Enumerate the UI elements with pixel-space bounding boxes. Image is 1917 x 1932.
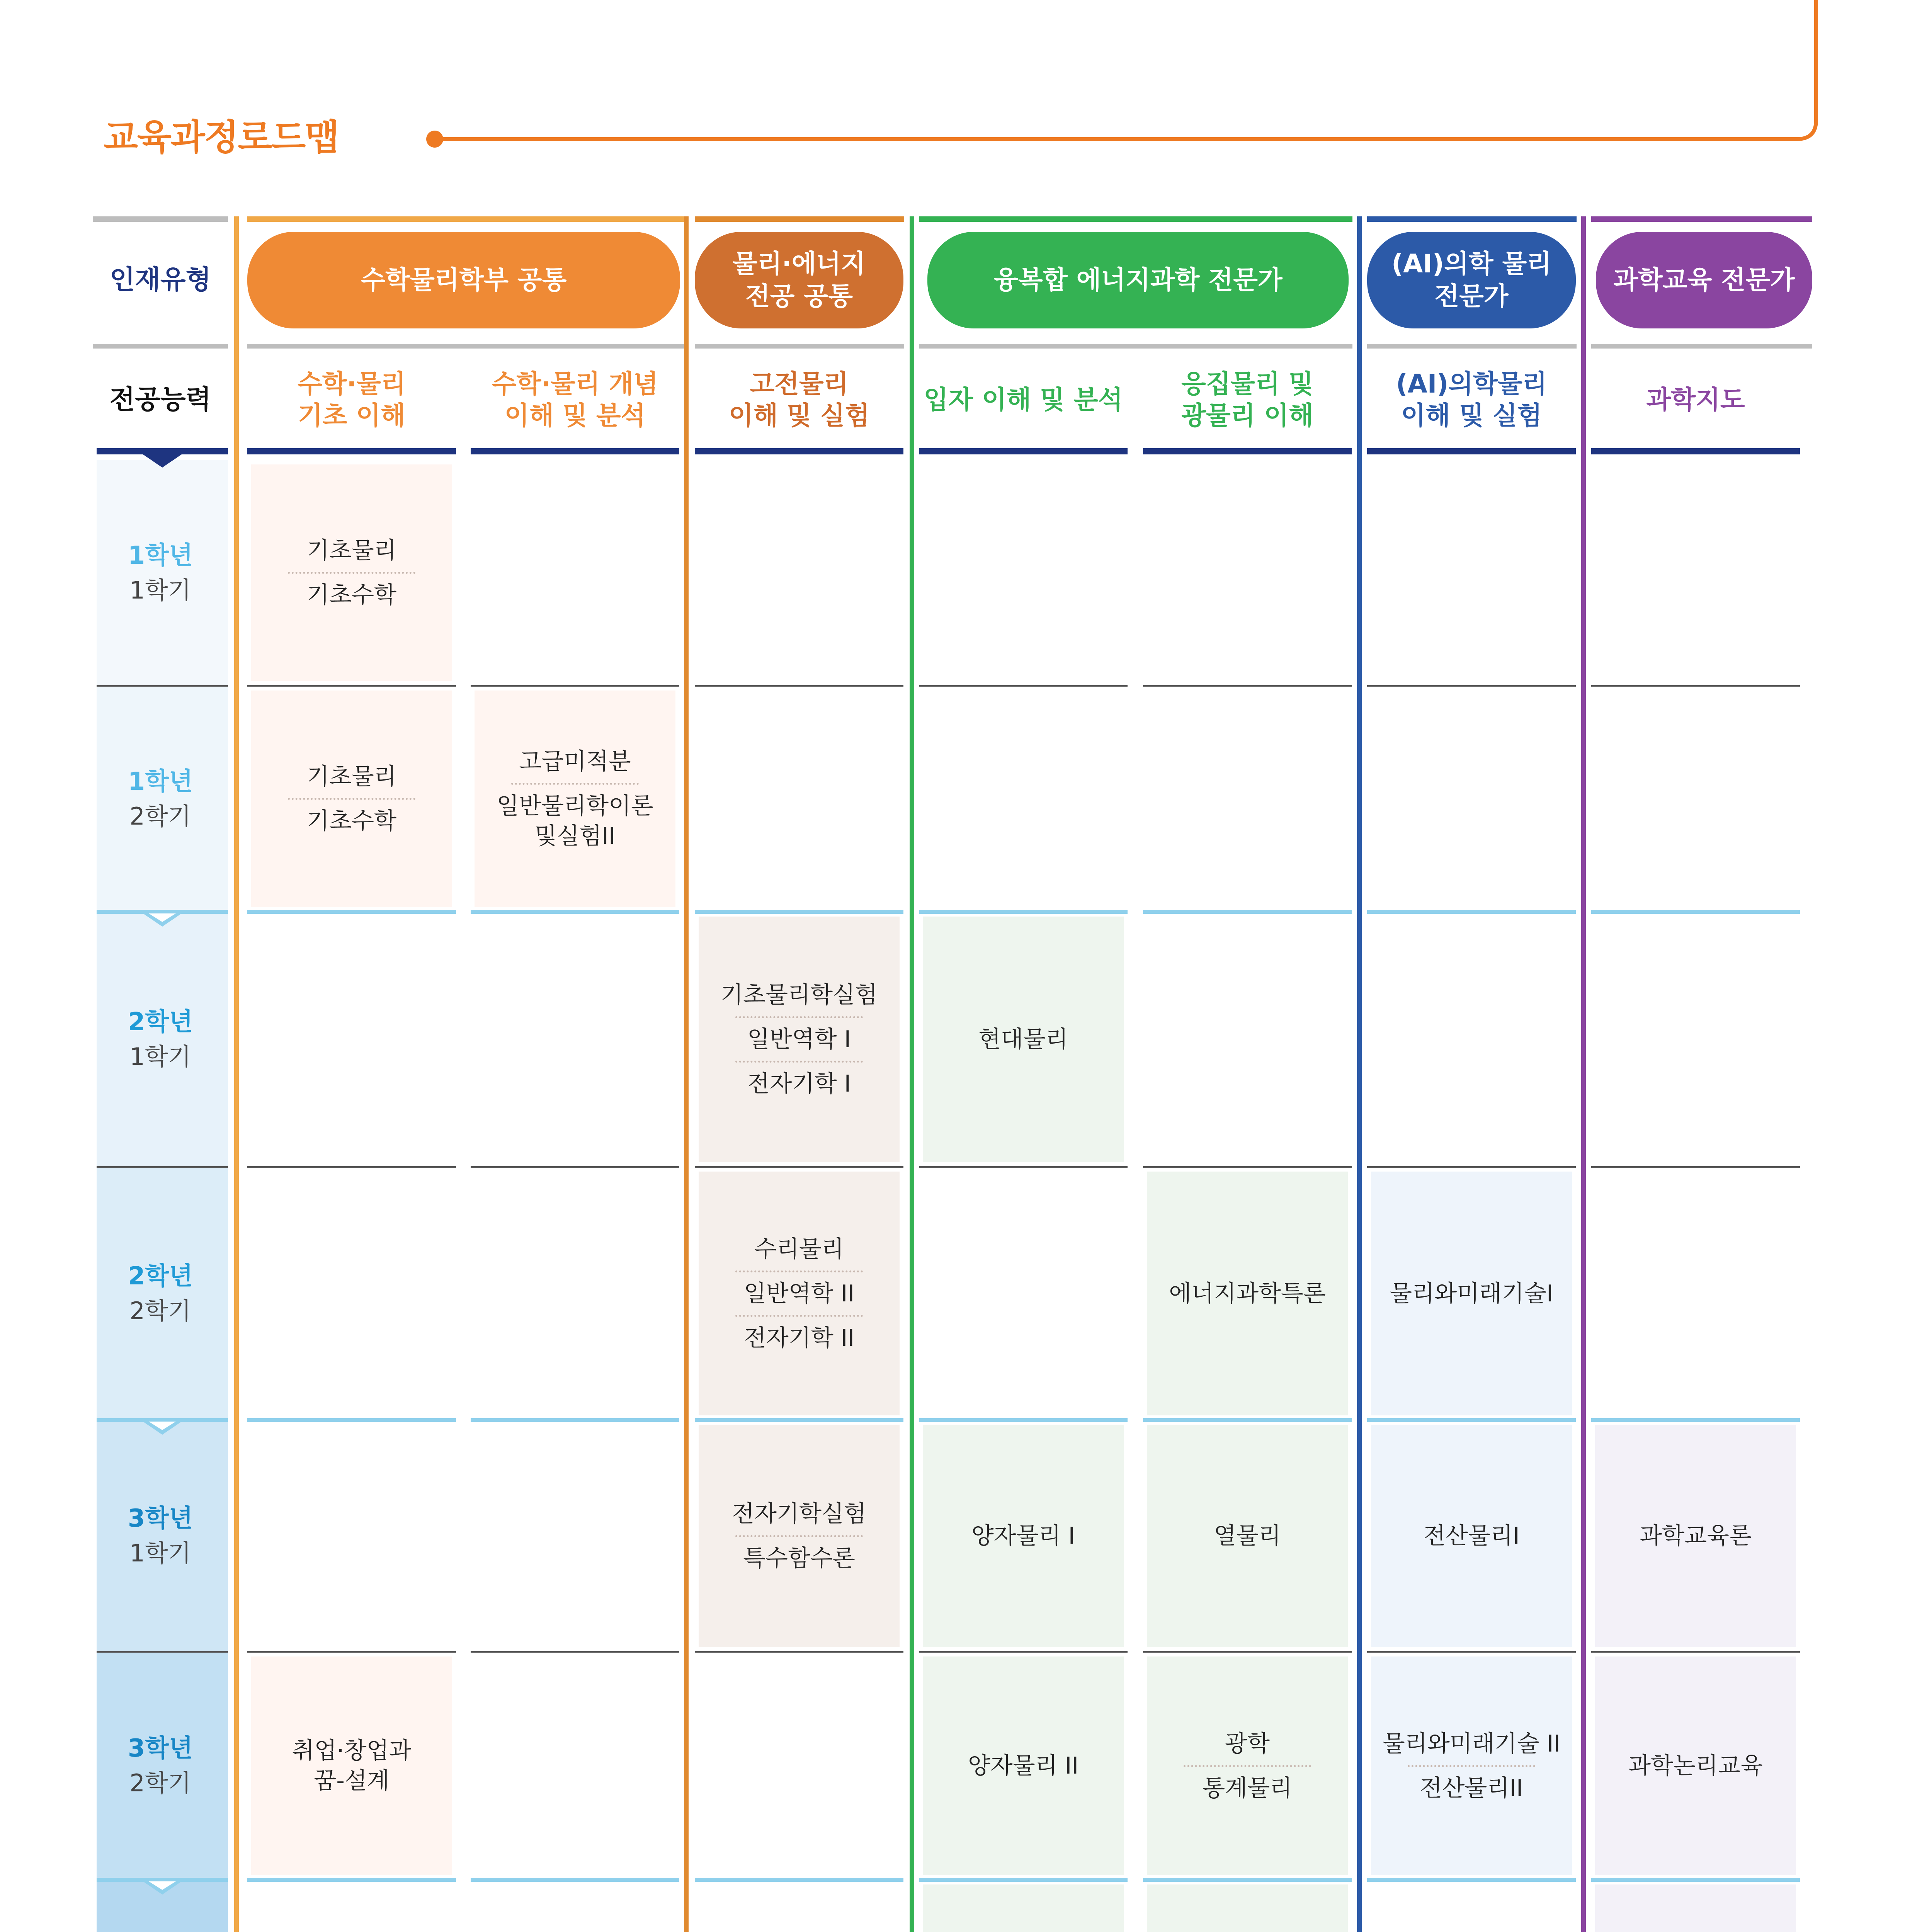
talent-type-pill: 과학교육 전문가 [1596,232,1812,328]
semester-text: 1학기 [129,1043,191,1071]
talent-row-separator [919,344,1352,349]
semester-label [93,460,228,686]
row-line [919,910,1128,914]
talent-type-pill: (AI)의학 물리 전문가 [1367,232,1576,328]
course-cell [1371,1425,1572,1647]
row-line [247,1418,456,1422]
page-title: 교육과정로드맵 [104,117,339,158]
semester-text: 2학기 [129,1296,191,1325]
talent-type-pill: 융복합 에너지과학 전문가 [927,232,1349,328]
talent-row-separator [695,344,904,349]
course-cell [1147,1884,1348,1932]
course-name: 일반역학 I [747,1026,851,1053]
course-name: 기초물리학실험 [721,981,878,1009]
course-cell [699,917,900,1162]
semester-label [93,1652,228,1880]
row-line [471,1651,679,1653]
talent-row-separator [1591,344,1812,349]
talent-row-separator [93,344,228,349]
row-line [1591,1166,1800,1168]
semester-label [93,1167,228,1420]
course-name: 기초수학 [307,582,396,609]
course-cell [1147,1656,1348,1875]
row-line [247,685,456,687]
competency-header: 과학지도 [1646,385,1745,415]
row-line [1367,1651,1576,1653]
talent-row-separator [1367,344,1577,349]
semester-text: 2학기 [129,1769,191,1797]
course-separator [288,798,415,800]
section-divider [1581,216,1586,1932]
course-name: 수리물리 [754,1235,844,1263]
course-name: 물리와미래기술I [1390,1280,1553,1307]
semester-label [93,1420,228,1652]
course-separator [1184,1765,1311,1767]
row-line [919,1166,1128,1168]
row-line [1591,1878,1800,1882]
course-name: 고급미적분 [519,748,631,775]
course-separator [735,1535,863,1537]
row-line [247,1166,456,1168]
course-name: 특수함수론 [743,1544,855,1572]
section-divider [684,216,689,1932]
row-line [247,1651,456,1653]
semester-label [93,912,228,1167]
section-divider [1357,216,1362,1932]
course-cell [251,690,452,907]
course-cell [699,1172,900,1415]
row-line [919,1651,1128,1653]
row-line [919,685,1128,687]
semester-text: 1학기 [129,576,191,604]
year-label: 2학년 [128,1262,193,1291]
course-name: 양자물리 II [968,1752,1079,1779]
row-line [919,1418,1128,1422]
semester-text: 1학기 [129,1539,191,1567]
row-line [1591,910,1800,914]
header-top-line [919,216,1352,222]
course-name: 통계물리 [1203,1774,1292,1802]
course-name: 전산물리II [1420,1774,1523,1802]
course-name: 열물리 [1214,1522,1281,1549]
course-name: 기초수학 [307,808,396,835]
course-name: 에너지과학특론 [1169,1280,1326,1307]
row-line [695,685,903,687]
course-cell [1595,1425,1796,1647]
course-separator [735,1061,863,1063]
row-line [1367,1878,1576,1882]
course-separator [511,783,639,785]
row-line [1591,1651,1800,1653]
row-line [1143,1166,1352,1168]
course-separator [735,1315,863,1317]
year-label: 1학년 [128,541,193,570]
course-cell [1595,1656,1796,1875]
header-top-line [1367,216,1577,222]
course-cell [1371,1656,1572,1875]
row-line [1143,910,1352,914]
row-line [695,1651,903,1653]
competency-underline [471,448,679,454]
course-cell [1595,1884,1796,1932]
row-line [1367,685,1576,687]
course-cell [251,1656,452,1875]
row-line [919,1878,1128,1882]
row-line [1143,685,1352,687]
course-name: 전자기학실험 [732,1500,866,1527]
talent-type-pill: 수학물리학부 공통 [247,232,680,328]
row-line [695,1418,903,1422]
semester-text: 2학기 [129,802,191,830]
course-name: 기초물리 [307,537,396,564]
header-top-line [93,216,228,222]
row-line [1367,910,1576,914]
course-name: 전자기학 II [743,1324,855,1352]
year-label: 3학년 [128,1504,193,1533]
section-divider [910,216,914,1932]
competency-underline [919,448,1128,454]
semester-label [93,1880,228,1932]
competency-header: 수학·물리 개념 이해 및 분석 [492,369,658,430]
course-separator [735,1270,863,1272]
talent-type-label: 인재유형 [109,265,211,295]
talent-row-separator [247,344,684,349]
course-name: 과학논리교육 [1628,1752,1763,1779]
competency-header: 응집물리 및 광물리 이해 [1181,369,1313,430]
row-line [471,1878,679,1882]
row-line [1367,1166,1576,1168]
row-line [695,910,903,914]
header-top-line [695,216,904,222]
competency-underline [1367,448,1576,454]
row-line [1143,1651,1352,1653]
course-name: 과학교육론 [1640,1522,1752,1549]
competency-underline [1591,448,1800,454]
competency-underline [247,448,456,454]
course-separator [735,1016,863,1018]
course-cell [251,464,452,681]
section-divider [234,216,239,1932]
competency-header: 입자 이해 및 분석 [924,385,1123,415]
row-line [247,1878,456,1882]
competency-header: (AI)의학물리 이해 및 실험 [1396,369,1547,430]
course-name: 양자물리 I [971,1522,1075,1549]
course-cell [475,690,675,907]
competency-underline [1143,448,1352,454]
row-line [247,910,456,914]
course-name: 취업·창업과 꿈-설계 [292,1737,412,1794]
competency-header: 고전물리 이해 및 실험 [728,369,870,430]
competency-label: 전공능력 [109,384,211,415]
year-label: 3학년 [128,1734,193,1763]
course-separator [288,572,415,574]
row-line [471,910,679,914]
row-line [471,685,679,687]
course-name: 물리와미래기술 II [1382,1730,1561,1757]
course-name: 일반물리학이론 및실험II [497,793,653,850]
course-cell [923,1884,1124,1932]
course-cell [923,917,1124,1162]
semester-label [93,686,228,912]
competency-underline [695,448,903,454]
course-cell [699,1425,900,1647]
course-cell [923,1656,1124,1875]
row-line [1143,1418,1352,1422]
course-cell [1147,1425,1348,1647]
header-top-line [247,216,684,222]
course-cell [1147,1172,1348,1415]
row-line [1591,685,1800,687]
competency-underline [97,448,228,454]
course-separator [1408,1765,1535,1767]
course-name: 현대물리 [978,1026,1068,1053]
row-line [471,1166,679,1168]
course-name: 광학 [1225,1730,1270,1757]
row-line [471,1418,679,1422]
header-top-line [1591,216,1812,222]
course-cell [1371,1172,1572,1415]
year-label: 1학년 [128,767,193,796]
row-line [1367,1418,1576,1422]
row-line [695,1166,903,1168]
talent-type-pill: 물리·에너지 전공 공통 [695,232,903,328]
course-cell [923,1425,1124,1647]
row-line [695,1878,903,1882]
course-name: 전산물리I [1423,1522,1520,1549]
row-line [1591,1418,1800,1422]
year-label: 2학년 [128,1008,193,1036]
row-line [1143,1878,1352,1882]
course-name: 전자기학 I [747,1070,851,1097]
course-name: 일반역학 II [743,1280,855,1307]
course-name: 기초물리 [307,763,396,790]
competency-header: 수학·물리 기초 이해 [297,369,406,430]
